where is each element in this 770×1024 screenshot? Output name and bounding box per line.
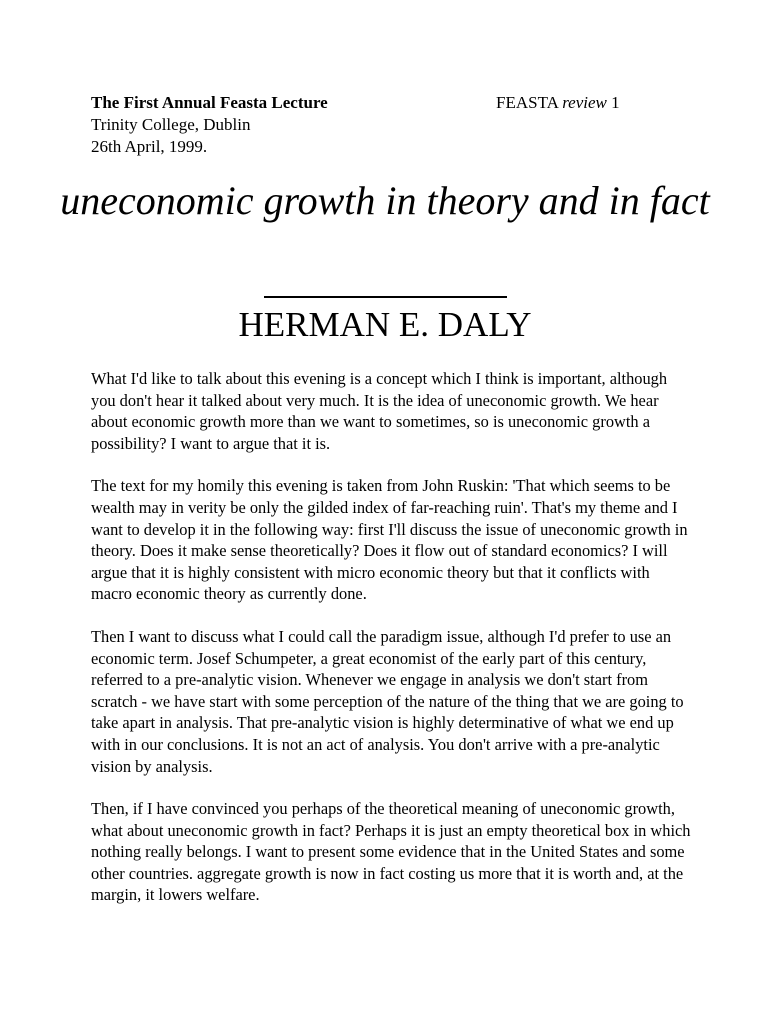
paragraph: The text for my homily this evening is taken from John Ruskin: 'That which seems to be wealth may in verity be only the gilded index of far-reaching ruin'. That's my theme and I want to develop it in the following way: first I'll discuss the issue of uneconomic growth in theory. Does it make sense theoretically? Does it flow out of standard economics? I will argue that it is highly consistent with micro economic theory but that it conflicts with macro economic theory as currently done. bbox=[91, 476, 688, 604]
page-number: 1 bbox=[611, 93, 620, 112]
paragraph: What I'd like to talk about this evening is a concept which I think is important, although you don't hear it talked about very much. It is the idea of uneconomic growth. We hear about economic growth more than we want to sometimes, so is uneconomic growth a possibility? I want to argue that it is. bbox=[91, 369, 668, 453]
author-name: HERMAN E. DALY bbox=[238, 305, 532, 344]
lecture-title: The First Annual Feasta Lecture bbox=[91, 93, 328, 112]
publication-name: FEASTA bbox=[496, 93, 558, 112]
publication-reference bbox=[496, 92, 620, 114]
lecture-venue: Trinity College, Dublin bbox=[91, 115, 251, 134]
header-first-row bbox=[91, 92, 651, 114]
paragraph: Then, if I have convinced you perhaps of the theoretical meaning of uneconomic growth, what about uneconomic growth in fact? Perhaps it is just an empty theoretical box in which nothing really belongs. I want to present some evidence that in the United States and some other countries. aggregate growth is now in fact costing us more that it is worth and, at the margin, it lowers welfare. bbox=[91, 799, 691, 905]
body-text bbox=[91, 368, 691, 927]
document-header bbox=[91, 92, 651, 158]
lecture-date: 26th April, 1999. bbox=[91, 137, 208, 156]
publication-italic: review bbox=[562, 93, 607, 112]
title-divider bbox=[264, 296, 507, 298]
document-title: uneconomic growth in theory and in fact bbox=[60, 178, 710, 223]
paragraph: Then I want to discuss what I could call the paradigm issue, although I'd prefer to use an economic term. Josef Schumpeter, a great economist of the early part of this century, referred to a pre-analytic vision. Whenever we engage in analysis we don't start from scratch - we have start with some perception of the nature of the thing that we are going to take apart in analysis. That pre-analytic vision is highly determinative of what we end up with in our conclusions. It is not an act of analysis. You don't arrive with a pre-analytic vision by analysis. bbox=[91, 626, 684, 776]
